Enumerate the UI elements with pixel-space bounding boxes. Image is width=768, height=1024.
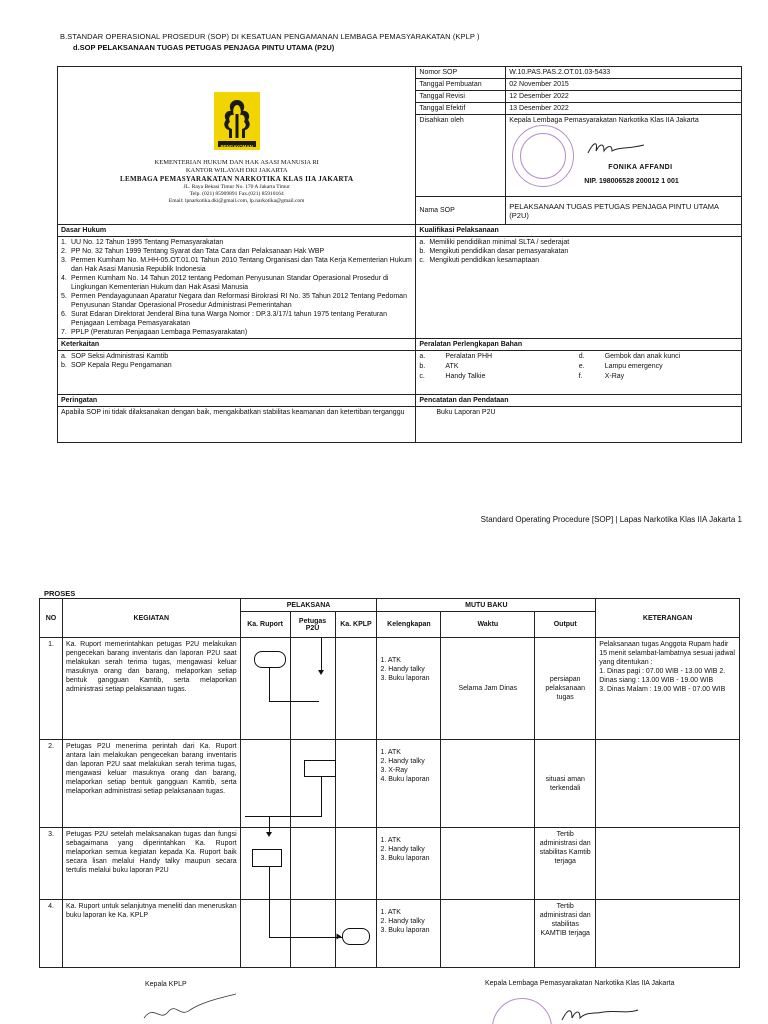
list-item-number: 2. xyxy=(61,248,67,255)
peralatan-right xyxy=(579,352,738,382)
signature-scribble xyxy=(586,137,646,159)
flow-ka-kplp-2 xyxy=(335,740,377,828)
peralatan-item-text: Gembok dan anak kunci xyxy=(604,353,681,360)
table-row xyxy=(40,740,740,828)
peralatan-item-text: ATK xyxy=(445,363,459,370)
row-waktu xyxy=(441,828,535,900)
row-kelengkapan: 1. ATK 2. Handy talky 3. Buku laporan xyxy=(377,828,441,900)
flow-line xyxy=(269,900,270,937)
flow-ka-ruport-3 xyxy=(240,828,290,900)
flow-ka-ruport-4 xyxy=(240,900,290,968)
list-item xyxy=(419,238,738,247)
kualifikasi-cell xyxy=(416,237,742,339)
row-kegiatan: Petugas P2U setelah melaksanakan tugas dan fungsi sebagaimana yang diperintahkan Ka. Ruport melaporkan semua kegiatan kepada Ka. Ruport baik secara lisan melalui Handy talky maupun secara tertulis melalui buku laporan P2U xyxy=(62,828,240,900)
lapas-name: LEMBAGA PEMASYARAKATAN NARKOTIKA KLAS IIA JAKARTA xyxy=(120,175,354,183)
list-item xyxy=(61,274,412,292)
peralatan-cell xyxy=(416,351,742,395)
th-keterangan: KETERANGAN xyxy=(596,599,740,638)
row-output: situasi aman terkendali xyxy=(535,740,596,828)
th-ka-kplp: Ka. KPLP xyxy=(335,612,377,638)
nama-value: PELAKSANAAN TUGAS PETUGAS PENJAGA PINTU UTAMA (P2U) xyxy=(506,197,742,225)
list-item-number: 1. xyxy=(61,239,67,246)
flow-ka-kplp-4 xyxy=(335,900,377,968)
row-keterangan xyxy=(596,900,740,968)
list-item-text: Mengikuti pendidikan dasar pemasyarakatan xyxy=(429,248,569,255)
list-item-text: Permen Pendayagunaan Aparatur Negara dan Reformasi Birokrasi RI No. 35 Tahun 2012 Tentang Pedoman Penyusunan Standar Operasional Prosedur Administrasi Pemerintahan xyxy=(71,293,407,309)
proses-title: PROSES xyxy=(44,589,76,598)
keterkaitan-cell xyxy=(58,351,416,395)
signature-left-title: Kepala KPLP xyxy=(145,981,187,988)
flow-arrow-icon xyxy=(336,934,341,940)
list-item-text: Memiliki pendidikan minimal SLTA / sederajat xyxy=(429,239,570,246)
flow-line xyxy=(269,816,270,828)
flow-process-box xyxy=(252,849,282,867)
flow-line xyxy=(321,638,322,670)
th-no: NO xyxy=(40,599,63,638)
sop-subtitle: d.SOP PELAKSANAAN TUGAS PETUGAS PENJAGA PINTU UTAMA (P2U) xyxy=(73,43,335,52)
row-kegiatan: Ka. Ruport memerintahkan petugas P2U melakukan pengecekan barang inventaris dan laporan P2U saat melakukan serah terima tugas, mengawasi keluar masuknya orang dan barang, melaporkan setiap bentuk gangguan Kamtib, serta melaporkan administrasi setiap pelaksanaan tugas. xyxy=(62,638,240,740)
row-output: Tertib administrasi dan stabilitas Kamtib terjaga xyxy=(535,828,596,900)
flow-line xyxy=(269,867,270,900)
peralatan-item-letter: f. xyxy=(578,373,583,380)
sop-info-table xyxy=(57,66,742,443)
logo-caption: PENGAYOMAN xyxy=(220,144,253,149)
th-ka-ruport: Ka. Ruport xyxy=(240,612,290,638)
dasar-hukum-list xyxy=(61,238,412,337)
efektif-value: 13 Desember 2022 xyxy=(506,103,742,115)
list-item-number: a. xyxy=(61,353,67,360)
phone: Telp. (021) 85909891 Fax.(021) 85910164 xyxy=(189,191,284,197)
list-item-text: UU No. 12 Tahun 1995 Tentang Pemasyarakatan xyxy=(71,239,224,246)
row-keterangan: Pelaksanaan tugas Anggota Rupam hadir 15 menit selambat-lambatnya sesuai jadwal yang ditentukan : 1. Dinas pagi : 07.00 WIB - 13.00 WIB 2. Dinas siang : 13.00 WIB - 19.00 WIB 3. Dinas Malam : 19.00 WIB - 07.00 WIB xyxy=(596,638,740,740)
signer-name: FONIKA AFFANDI xyxy=(608,164,673,171)
peralatan-item xyxy=(579,372,738,382)
row-no: 3. xyxy=(40,828,63,900)
dasar-hukum-cell xyxy=(58,237,416,339)
official-stamp-inner xyxy=(520,133,566,179)
flow-ka-kplp-1 xyxy=(335,638,377,740)
peralatan-item xyxy=(419,372,578,382)
list-item xyxy=(61,328,412,337)
peralatan-item-letter: c. xyxy=(419,373,425,380)
th-output: Output xyxy=(535,612,596,638)
list-item-text: SOP Kepala Regu Pengamanan xyxy=(71,362,172,369)
list-item xyxy=(61,361,412,370)
peralatan-item-text: Peralatan PHH xyxy=(445,353,493,360)
peralatan-item-letter: a. xyxy=(419,353,426,360)
kualifikasi-title: Kualifikasi Pelaksanaan xyxy=(416,225,742,237)
flow-petugas-2 xyxy=(290,740,335,828)
approval-cell xyxy=(506,115,742,197)
row-no: 2. xyxy=(40,740,63,828)
disahkan-label: Disahkan oleh xyxy=(416,115,506,197)
flow-end-terminator xyxy=(342,928,370,945)
row-output: persiapan pelaksanaan tugas xyxy=(535,638,596,740)
efektif-label: Tanggal Efektif xyxy=(416,103,506,115)
list-item-number: a. xyxy=(419,239,426,246)
letterhead xyxy=(58,67,416,225)
pencatatan-title: Pencatatan dan Pendataan xyxy=(416,395,742,407)
th-waktu: Waktu xyxy=(441,612,535,638)
peralatan-item-letter: b. xyxy=(419,363,426,370)
pencatatan-text: Buku Laporan P2U xyxy=(416,407,742,443)
nomor-value: W.10.PAS.PAS.2.OT.01.03-5433 xyxy=(506,67,742,79)
flow-arrow-icon xyxy=(318,670,324,675)
address: JL. Raya Bekasi Timur No. 170 A Jakarta Timur xyxy=(183,184,290,190)
email: Email: lpnarkotika.dki@gmail.com, lp.narkotika@gmail.com xyxy=(168,198,305,204)
list-item-number: 5. xyxy=(61,293,67,300)
list-item-number: 6. xyxy=(61,311,67,318)
signer-nip: NIP. 198006528 200012 1 001 xyxy=(584,178,679,185)
revisi-label: Tanggal Revisi xyxy=(416,91,506,103)
row-waktu: Selama Jam Dinas xyxy=(441,638,535,740)
flow-petugas-1 xyxy=(290,638,335,740)
th-pelaksana: PELAKSANA xyxy=(240,599,377,612)
flow-petugas-3 xyxy=(290,828,335,900)
peralatan-item xyxy=(579,362,738,372)
list-item-number: 3. xyxy=(61,257,67,264)
disahkan-value: Kepala Lembaga Pemasyarakatan Narkotika Klas IIA Jakarta xyxy=(509,117,699,124)
office-name: KANTOR WILAYAH DKI JAKARTA xyxy=(185,167,288,174)
dasar-hukum-title: Dasar Hukum xyxy=(58,225,416,237)
keterkaitan-title: Keterkaitan xyxy=(58,339,416,351)
flow-line xyxy=(321,777,322,816)
row-waktu xyxy=(441,740,535,828)
table-row xyxy=(40,828,740,900)
flow-petugas-4 xyxy=(290,900,335,968)
th-kegiatan: KEGIATAN xyxy=(62,599,240,638)
proses-table xyxy=(39,598,740,968)
row-keterangan xyxy=(596,828,740,900)
row-kegiatan: Petugas P2U menerima perintah dari Ka. Ruport antara lain melakukan pengecekan barang inventaris dan laporan P2U saat melakukan serah terima tugas, mengawasi keluar masuknya orang dan barang, melaporkan setiap bentuk gangguan Kamtib, serta melaporkan administrasi setiap pelaksanaan tugas. xyxy=(62,740,240,828)
peralatan-title: Peralatan Perlengkapan Bahan xyxy=(416,339,742,351)
peralatan-item-letter: d. xyxy=(578,353,585,360)
official-stamp-bottom xyxy=(492,998,552,1024)
row-kegiatan: Ka. Ruport untuk selanjutnya meneliti dan meneruskan buku laporan ke Ka. KPLP xyxy=(62,900,240,968)
row-kelengkapan: 1. ATK 2. Handy talky 3. Buku laporan xyxy=(377,638,441,740)
row-no: 1. xyxy=(40,638,63,740)
list-item-number: b. xyxy=(419,248,426,255)
row-keterangan xyxy=(596,740,740,828)
list-item-number: 4. xyxy=(61,275,67,282)
flow-ka-kplp-3 xyxy=(335,828,377,900)
sop-title: B.STANDAR OPERASIONAL PROSEDUR (SOP) DI KESATUAN PENGAMANAN LEMBAGA PEMASYARAKATAN (KPLP ) xyxy=(60,32,480,41)
flow-arrow-icon xyxy=(266,832,272,837)
list-item xyxy=(419,247,738,256)
signature-right-scribble xyxy=(560,1000,640,1024)
list-item-number: 7. xyxy=(61,329,67,336)
pembuatan-value: 02 November 2015 xyxy=(506,79,742,91)
peralatan-item xyxy=(419,352,578,362)
peringatan-text: Apabila SOP ini tidak dilaksanakan dengan baik, mengakibatkan stabilitas keamanan dan ketertiban terganggu xyxy=(58,407,416,443)
list-item xyxy=(61,292,412,310)
row-kelengkapan: 1. ATK 2. Handy talky 3. Buku laporan xyxy=(377,900,441,968)
pembuatan-label: Tanggal Pembuatan xyxy=(416,79,506,91)
nomor-label: Nomor SOP xyxy=(416,67,506,79)
flow-start-terminator xyxy=(254,651,286,668)
list-item-text: Mengikuti pendidikan kesamaptaan xyxy=(429,257,540,264)
row-kelengkapan: 1. ATK 2. Handy talky 3. X-Ray 4. Buku laporan xyxy=(377,740,441,828)
flow-line xyxy=(245,816,322,817)
signature-right-title: Kepala Lembaga Pemasyarakatan Narkotika Klas IIA Jakarta xyxy=(485,980,675,987)
list-item-text: SOP Seksi Administrasi Kamtib xyxy=(71,353,169,360)
kualifikasi-list xyxy=(419,238,738,265)
th-petugas: Petugas P2U xyxy=(290,612,335,638)
peralatan-item-text: Lampu emergency xyxy=(604,363,663,370)
list-item xyxy=(61,352,412,361)
th-kelengkapan: Kelengkapan xyxy=(377,612,441,638)
list-item xyxy=(61,310,412,328)
th-mutu: MUTU BAKU xyxy=(377,599,596,612)
list-item xyxy=(61,247,412,256)
list-item-text: PPLP (Peraturan Penjagaan Lembaga Pemasyarakatan) xyxy=(71,329,248,336)
flow-process-box xyxy=(304,760,336,777)
peralatan-item-text: X-Ray xyxy=(604,373,625,380)
list-item-text: Permen Kumham No. M.HH-05.OT.01.01 Tahun 2010 Tentang Organisasi dan Tata Kerja Kementerian Hukum dan Hak Asasi Manusia Republik Indonesia xyxy=(71,257,412,273)
flow-ka-ruport-2 xyxy=(240,740,290,828)
nama-label: Nama SOP xyxy=(416,197,506,225)
signature-left-scribble xyxy=(140,992,240,1024)
list-item-number: c. xyxy=(419,257,425,264)
table-row xyxy=(40,900,740,968)
keterkaitan-list xyxy=(61,352,412,370)
peralatan-item-text: Handy Talkie xyxy=(445,373,486,380)
row-output: Tertib administrasi dan stabilitas KAMTIB terjaga xyxy=(535,900,596,968)
row-waktu xyxy=(441,900,535,968)
list-item xyxy=(61,238,412,247)
peralatan-item xyxy=(579,352,738,362)
table-row xyxy=(40,638,740,740)
page-footer: Standard Operating Procedure [SOP] | Lapas Narkotika Klas IIA Jakarta 1 xyxy=(480,515,742,524)
list-item xyxy=(61,256,412,274)
list-item-text: PP No. 32 Tahun 1999 Tentang Syarat dan Tata Cara dan Pelaksanaan Hak WBP xyxy=(71,248,325,255)
list-item-text: Surat Edaran Direktorat Jenderal Bina tuna Warga Nomor : DP.3.3/17/1 tahun 1975 tentang Peraturan Penjagaan Lembaga Pemasyarakatan xyxy=(71,311,387,327)
peralatan-item-letter: e. xyxy=(578,363,585,370)
row-no: 4. xyxy=(40,900,63,968)
peralatan-item xyxy=(419,362,578,372)
flow-line xyxy=(269,668,270,701)
peringatan-title: Peringatan xyxy=(58,395,416,407)
flow-ka-ruport-1 xyxy=(240,638,290,740)
list-item xyxy=(419,256,738,265)
list-item-number: b. xyxy=(61,362,67,369)
ministry-name: KEMENTERIAN HUKUM DAN HAK ASASI MANUSIA RI xyxy=(154,159,319,166)
peralatan-left xyxy=(419,352,578,382)
list-item-text: Permen Kumham No. 14 Tahun 2012 tentang Pedoman Penyusunan Standar Operasional Prosedur di Lingkungan Kementerian Hukum dan Hak Asasi Manusia xyxy=(71,275,389,291)
revisi-value: 12 Desember 2022 xyxy=(506,91,742,103)
